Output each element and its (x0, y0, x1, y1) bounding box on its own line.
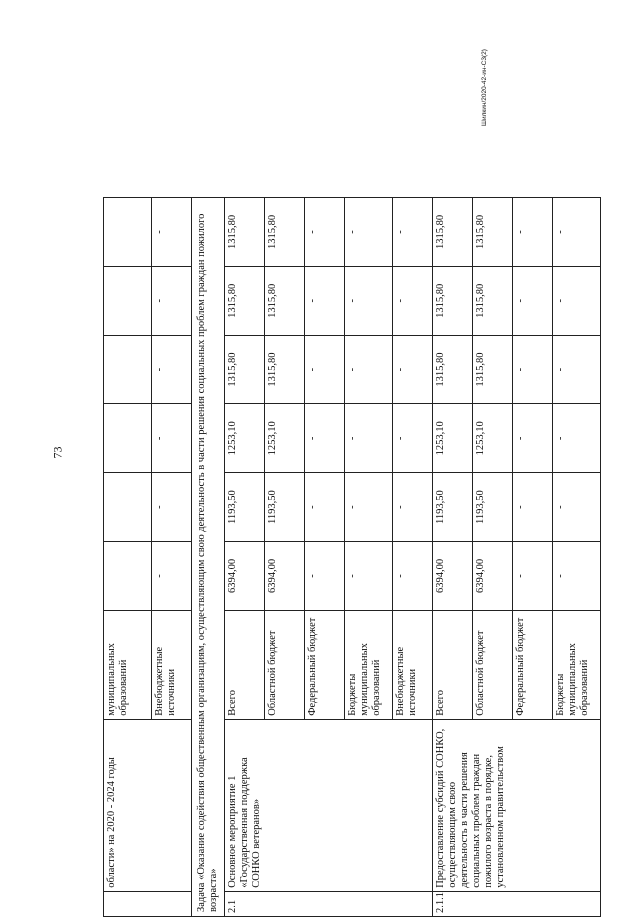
value-cell: 1315,80 (265, 266, 305, 335)
value-cell: - (393, 266, 433, 335)
value-cell: - (553, 404, 601, 473)
value-cell (104, 198, 152, 267)
table-row (104, 198, 152, 917)
source-cell: муниципальных образований (104, 610, 152, 719)
document-code: Шилкин/2020-42-ин-С3(2) (481, 49, 488, 126)
value-cell (104, 404, 152, 473)
value-cell: - (513, 404, 553, 473)
value-cell (104, 335, 152, 404)
task-row (192, 198, 225, 917)
table-row (433, 198, 473, 917)
value-cell (104, 473, 152, 542)
value-cell: - (513, 198, 553, 267)
value-cell: - (345, 404, 393, 473)
value-cell: - (345, 266, 393, 335)
value-cell: - (152, 404, 192, 473)
value-cell: - (513, 335, 553, 404)
value-cell: - (345, 542, 393, 611)
source-cell: Внебюджетные источники (393, 610, 433, 719)
value-cell: 1315,80 (265, 198, 305, 267)
value-cell: - (345, 473, 393, 542)
page-number: 73 (50, 446, 65, 459)
value-cell: - (393, 335, 433, 404)
value-cell: - (393, 404, 433, 473)
value-cell: - (305, 473, 345, 542)
value-cell: 1253,10 (473, 404, 513, 473)
value-cell: 1315,80 (225, 266, 265, 335)
value-cell: 6394,00 (265, 542, 305, 611)
name-cell: Основное мероприятие 1 «Государственная поддержка СОНКО ветеранов» (225, 719, 433, 891)
source-cell: Всего (225, 610, 265, 719)
value-cell (104, 542, 152, 611)
value-cell: 6394,00 (433, 542, 473, 611)
value-cell: 1253,10 (433, 404, 473, 473)
value-cell: - (553, 473, 601, 542)
value-cell: 6394,00 (473, 542, 513, 611)
value-cell: - (553, 266, 601, 335)
value-cell: - (305, 198, 345, 267)
value-cell: - (513, 266, 553, 335)
source-cell: Областной бюджет (265, 610, 305, 719)
value-cell: - (393, 542, 433, 611)
value-cell: - (393, 198, 433, 267)
value-cell: 1315,80 (473, 266, 513, 335)
value-cell: - (152, 198, 192, 267)
value-cell: 6394,00 (225, 542, 265, 611)
value-cell: - (553, 335, 601, 404)
source-cell: Бюджеты муниципальных образований (553, 610, 601, 719)
value-cell: 1315,80 (433, 335, 473, 404)
value-cell: 1315,80 (473, 335, 513, 404)
value-cell: 1315,80 (225, 198, 265, 267)
rotated-table-wrapper (103, 197, 590, 917)
value-cell: 1253,10 (265, 404, 305, 473)
value-cell: - (305, 335, 345, 404)
value-cell: - (345, 198, 393, 267)
value-cell: 1315,80 (265, 335, 305, 404)
value-cell: 1315,80 (433, 266, 473, 335)
source-cell: Внебюджетные источники (152, 610, 192, 719)
value-cell: 1315,80 (225, 335, 265, 404)
value-cell: 1193,50 (265, 473, 305, 542)
task-cell: Задача «Оказание содействия общественным организациям, осуществляющим свою деятельность в части решения социальных проблем граждан пожилого возраста» (192, 198, 225, 917)
value-cell: - (393, 473, 433, 542)
table-row (225, 198, 265, 917)
value-cell: 1315,80 (473, 198, 513, 267)
value-cell: - (305, 542, 345, 611)
value-cell: - (513, 542, 553, 611)
code-cell: 2.1 (225, 891, 433, 916)
budget-table (103, 197, 601, 917)
name-cell: Предоставление субсидий СОНКО, осуществляющим свою деятельность в части решения социальных проблем граждан пожилого возраста в порядке, установленном правительством (433, 719, 601, 891)
source-cell: Федеральный бюджет (305, 610, 345, 719)
value-cell: 1193,50 (473, 473, 513, 542)
value-cell: - (553, 198, 601, 267)
value-cell: - (345, 335, 393, 404)
value-cell: 1253,10 (225, 404, 265, 473)
name-cell: области» на 2020 - 2024 годы (104, 719, 192, 891)
value-cell: - (152, 266, 192, 335)
source-cell: Федеральный бюджет (513, 610, 553, 719)
value-cell: - (305, 404, 345, 473)
source-cell: Бюджеты муниципальных образований (345, 610, 393, 719)
value-cell: - (513, 473, 553, 542)
value-cell: - (152, 542, 192, 611)
value-cell: - (553, 542, 601, 611)
source-cell: Всего (433, 610, 473, 719)
value-cell: 1193,50 (433, 473, 473, 542)
code-cell (104, 891, 192, 916)
value-cell: 1193,50 (225, 473, 265, 542)
value-cell: 1315,80 (433, 198, 473, 267)
value-cell (104, 266, 152, 335)
value-cell: - (305, 266, 345, 335)
value-cell: - (152, 335, 192, 404)
code-cell: 2.1.1 (433, 891, 601, 916)
source-cell: Областной бюджет (473, 610, 513, 719)
value-cell: - (152, 473, 192, 542)
